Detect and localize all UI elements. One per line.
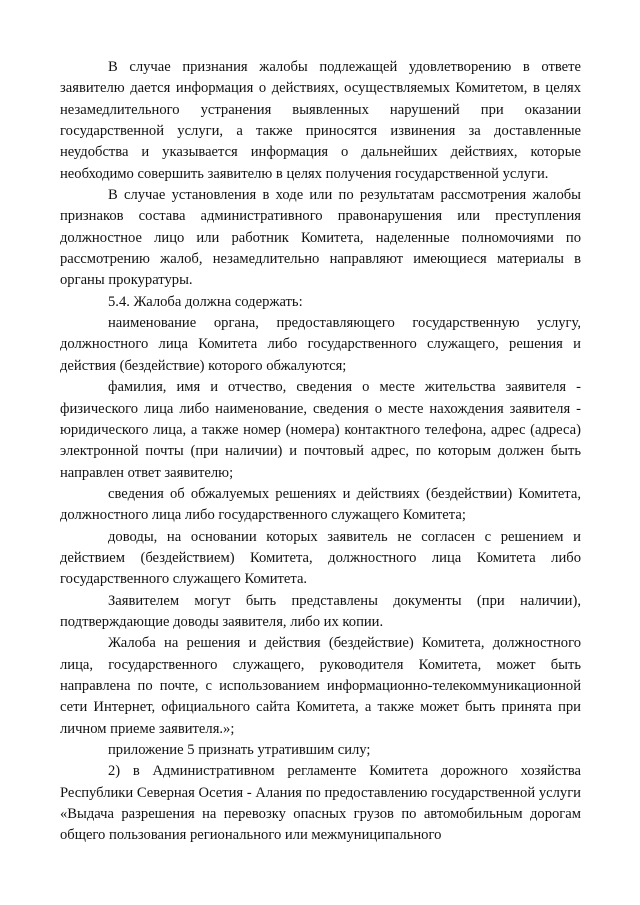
paragraph-appendix-5: приложение 5 признать утратившим силу; [108,742,371,758]
paragraph-violation-found: В случае установления в ходе или по результатам рассмотрения жалобы признаков состава административного правонарушения или преступления должностное лицо или работник Комитета, наделенные полномочиями по рассмотрению жалоб, незамедлительно направляют имеющиеся материалы в органы прокуратуры. [60,187,581,289]
paragraph-item-2: 2) в Административном регламенте Комитета дорожного хозяйства Республики Северная Осетия - Алания по предоставлению государственной услуги «Выдача разрешения на перевозку опасных грузов по автомобильным дорогам общего пользования регионального или межмуниципального [60,763,581,844]
paragraph-documents: Заявителем могут быть представлены документы (при наличии), подтверждающие доводы заявителя, либо их копии. [60,592,581,630]
paragraph-applicant-details: фамилия, имя и отчество, сведения о месте жительства заявителя - физического лица либо наименование, сведения о месте нахождения заявителя - юридического лица, а также номер (номера) контактного телефона, адрес (адреса) электронной почты (при наличии) и почтовый адрес, по которым должен быть направлен ответ заявителю; [60,379,581,481]
paragraph-arguments: доводы, на основании которых заявитель не согласен с решением и действием (бездействием) Комитета, должностного лица Комитета либо государственного служащего Комитета. [60,528,581,588]
document-page [60,57,581,847]
paragraph-complaint-satisfied: В случае признания жалобы подлежащей удовлетворению в ответе заявителю дается информация о действиях, осуществляемых Комитетом, в целях незамедлительного устранения выявленных нарушений при оказании государственной услуги, а также приносятся извинения за доставленные неудобства и указывается информация о дальнейших действиях, которые необходимо совершить заявителю в целях получения государственной услуги. [60,59,581,182]
paragraph-appealed-decisions: сведения об обжалуемых решениях и действиях (бездействии) Комитета, должностного лица либо государственного служащего Комитета; [60,485,581,524]
paragraph-section-5-4: 5.4. Жалоба должна содержать: [108,293,303,310]
paragraph-body-name: наименование органа, предоставляющего государственную услугу, должностного лица Комитета либо государственного служащего, решения и действия (бездействие) которого обжалуются; [60,315,581,374]
paragraph-submission-methods: Жалоба на решения и действия (бездействие) Комитета, должностного лица, государственного служащего, руководителя Комитета, может быть направлена по почте, с использованием информационно-телекоммуникационной сети Интернет, официального сайта Комитета, а также может быть принята при личном приеме заявителя.»; [60,635,581,737]
